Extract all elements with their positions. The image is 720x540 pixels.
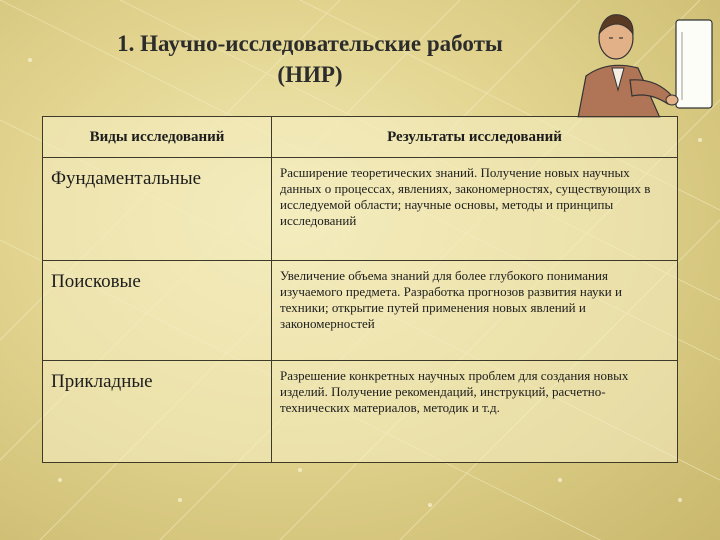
slide-title-line-2: (НИР) — [277, 62, 343, 87]
table-header-row — [43, 117, 678, 158]
research-result: Расширение теоретических знаний. Получение новых научных данных о процессах, явлениях, закономерностях, существующих в исследуемой области; научные основы, методы и принципы исследований — [272, 158, 678, 261]
research-types-table — [42, 116, 678, 463]
table-row — [43, 158, 678, 261]
person-at-computer-icon — [560, 6, 720, 118]
table-row — [43, 261, 678, 361]
research-kind: Прикладные — [43, 361, 272, 463]
table-row — [43, 361, 678, 463]
research-kind: Поисковые — [43, 261, 272, 361]
research-kind: Фундаментальные — [43, 158, 272, 261]
research-result: Увеличение объема знаний для более глубокого понимания изучаемого предмета. Разработка прогнозов развития науки и техники; открытие путей применения новых явлений и закономерностей — [272, 261, 678, 361]
slide-title — [40, 28, 580, 90]
slide-title-line-1: 1. Научно-исследовательские работы — [117, 31, 503, 56]
header-research-types: Виды исследований — [43, 117, 272, 158]
research-result: Разрешение конкретных научных проблем для создания новых изделий. Получение рекомендаций, инструкций, расчетно-технических материалов, методик и т.д. — [272, 361, 678, 463]
header-research-results: Результаты исследований — [272, 117, 678, 158]
